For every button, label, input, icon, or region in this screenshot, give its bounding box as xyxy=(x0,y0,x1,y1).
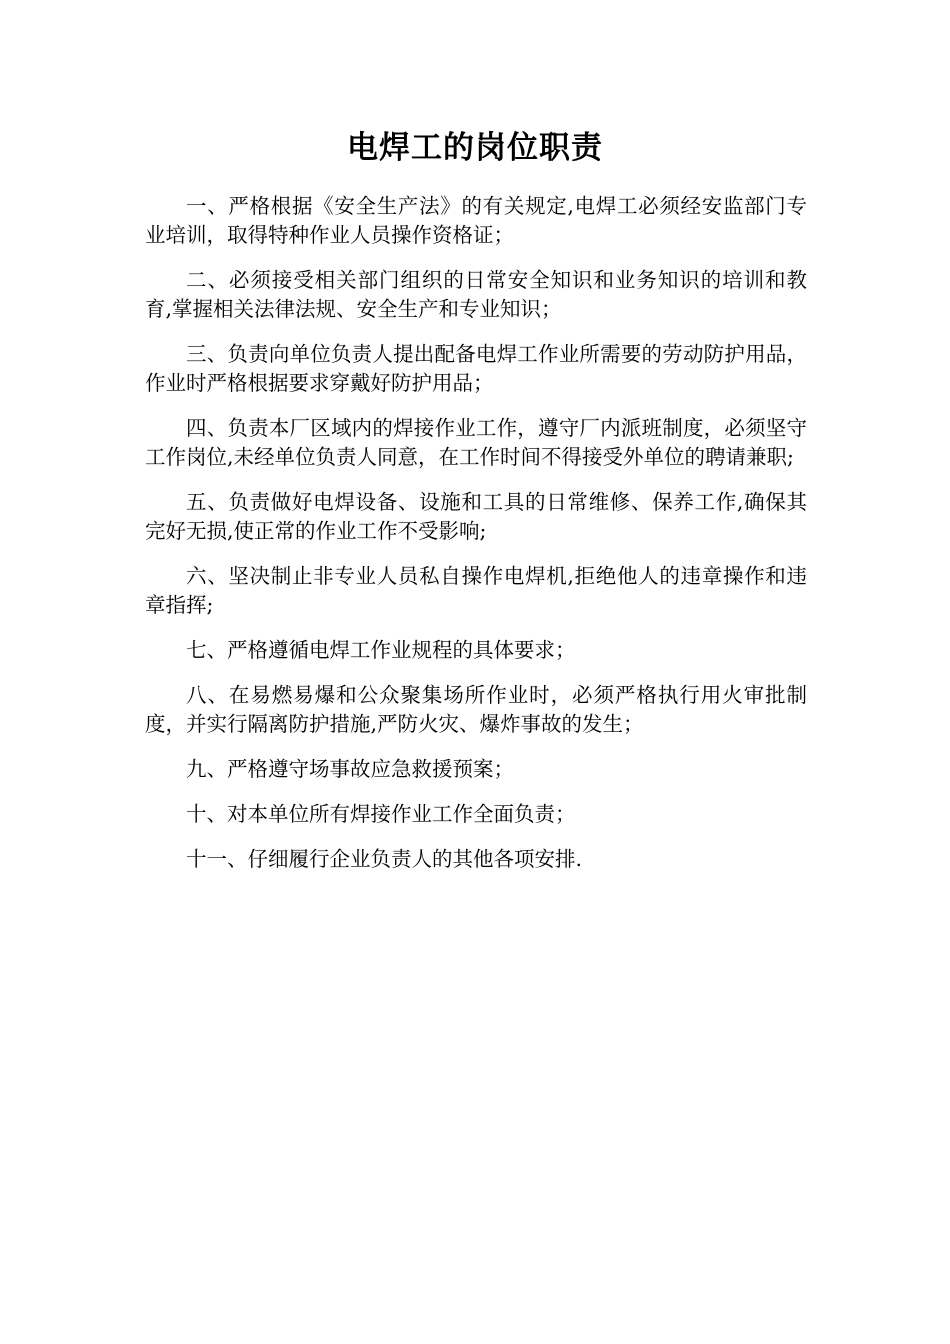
paragraph-1: 一、严格根据《安全生产法》的有关规定,电焊工必须经安监部门专业培训，取得特种作业人员操作资格证； xyxy=(145,194,807,247)
paragraph-7: 七、严格遵循电焊工作业规程的具体要求； xyxy=(186,638,576,662)
paragraph-10: 十、对本单位所有焊接作业工作全面负责； xyxy=(186,802,576,826)
paragraph-3: 三、负责向单位负责人提出配备电焊工作业所需要的劳动防护用品，作业时严格根据要求穿戴好防护用品； xyxy=(145,342,807,395)
document-body xyxy=(145,192,807,890)
paragraph-2: 二、必须接受相关部门组织的日常安全知识和业务知识的培训和教育,掌握相关法律法规、安全生产和专业知识； xyxy=(145,268,807,321)
paragraph-11: 十一、仔细履行企业负责人的其他各项安排. xyxy=(186,847,583,871)
paragraph-8: 八、在易燃易爆和公众聚集场所作业时，必须严格执行用火审批制度，并实行隔离防护措施,严防火灾、爆炸事故的发生； xyxy=(145,683,807,736)
paragraph-9: 九、严格遵守场事故应急救援预案； xyxy=(186,757,514,781)
paragraph-6: 六、坚决制止非专业人员私自操作电焊机,拒绝他人的违章操作和违章指挥; xyxy=(145,564,807,617)
page-title: 电焊工的岗位职责 xyxy=(347,130,603,166)
paragraph-5: 五、负责做好电焊设备、设施和工具的日常维修、保养工作,确保其完好无损,使正常的作业工作不受影响; xyxy=(145,490,807,543)
paragraph-4: 四、负责本厂区域内的焊接作业工作，遵守厂内派班制度，必须坚守工作岗位,未经单位负责人同意，在工作时间不得接受外单位的聘请兼职; xyxy=(145,416,807,469)
